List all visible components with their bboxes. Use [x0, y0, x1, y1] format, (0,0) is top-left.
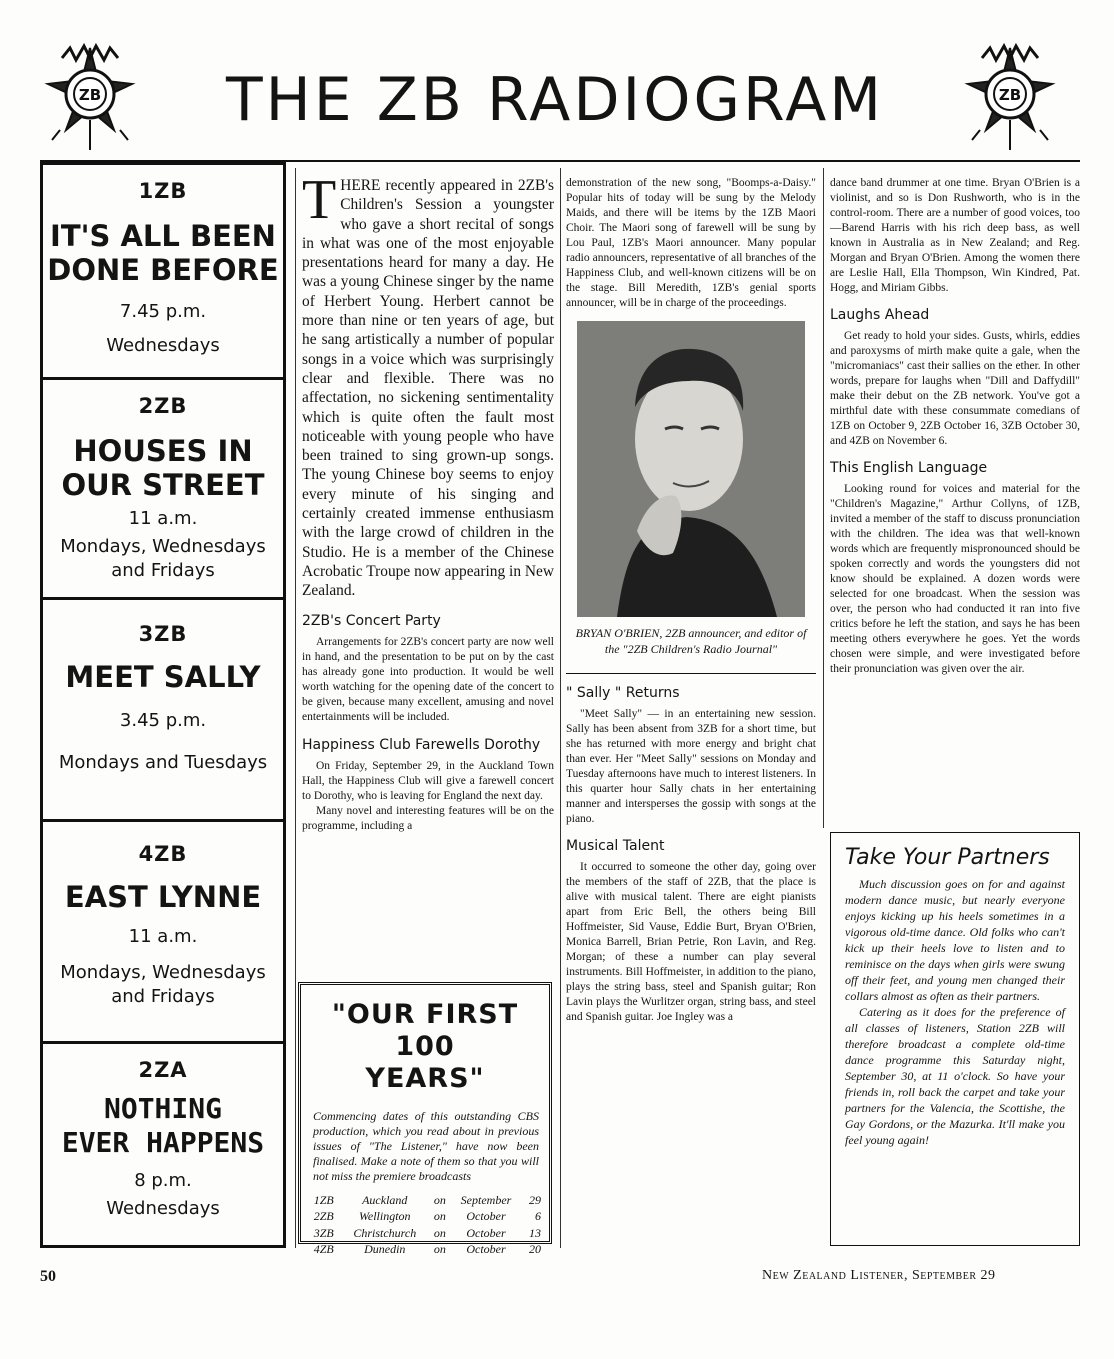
issue-line: New Zealand Listener, September 29 — [762, 1268, 996, 1283]
show-time: 11 a.m. — [128, 508, 198, 529]
page-number: 50 — [40, 1268, 56, 1285]
station-label: 1ZB — [138, 179, 188, 203]
partners-text: Much discussion goes on for and against modern dance music, but nearly everyone enjoys kicking up his heels sometimes in a vigorous old-time dance. Old folks who can't kick up their heels love to listen and to reminisce on the days when girls were swung off their feet, and young men changed their collars almost as often as their partners. — [845, 877, 1065, 1003]
show-days: Mondays and Tuesdays — [58, 752, 268, 773]
logo-text: ZB — [998, 86, 1022, 104]
table-row: 4ZB Dunedin on October 20 — [313, 1242, 541, 1257]
show-title: EAST LYNNE — [64, 880, 262, 914]
heading-concert-party: 2ZB's Concert Party — [302, 612, 441, 629]
schedule-item — [43, 165, 283, 380]
show-days: Wednesdays — [106, 1198, 220, 1219]
show-title: MEET SALLY — [65, 660, 261, 694]
schedule-column — [40, 162, 286, 1248]
show-days: Mondays, Wednesdays and Fridays — [60, 962, 266, 1007]
logo-text: ZB — [78, 86, 102, 104]
heading-sally-returns: " Sally " Returns — [566, 685, 680, 701]
show-days: Mondays, Wednesdays and Fridays — [60, 536, 266, 581]
show-time: 7.45 p.m. — [119, 301, 207, 322]
intro-article — [302, 169, 554, 601]
show-title: HOUSES IN OUR STREET — [61, 434, 265, 502]
station-label: 2ZA — [138, 1058, 188, 1082]
talent-text: It occurred to someone the other day, going over the members of the staff of 2ZB, that the place is alive with musical talent. There are eight pianists apart from Eric Bell, the others being Bill Hoffmeister, Sid Vause, Eddie Burt, Bryan O'Brien, Monica Barrell, Brian Petrie, Ron Lavin, and Reg. Morgan; of these a number can play several instruments. Bill Hoffmeister, in addition to the piano, plays the string bass, steel and Spanish guitar; Ron Lavin plays the Wurlitzer organ, string bass, and steel and Spanish guitar. Joe Ingley was a — [566, 861, 816, 1023]
column-rule — [823, 168, 824, 828]
schedule-item — [43, 822, 283, 1044]
broadcast-dates-table — [309, 1192, 541, 1258]
sally-text: "Meet Sally" — in an entertaining new session. Sally has been absent from 3ZB for a short time, but she has returned with more energy and bright chat than ever. Her "Meet Sally" sessions on Monday and Tuesday afternoons have much to interest listeners. In this quarter hour Sally chats in her entertaining manner and intersperses the gossip with songs at the piano. — [566, 708, 816, 825]
heading-musical-talent: Musical Talent — [566, 838, 665, 854]
farewell-text: Many novel and interesting features will be on the programme, including a — [302, 804, 554, 832]
schedule-item — [43, 1044, 283, 1242]
portrait-photo — [577, 321, 805, 617]
partners-text: Catering as it does for the preference of all classes of listeners, Station 2ZB will therefore broadcast a complete old-time dance programme this Saturday night, September 30, at 11 o'clock. So have your friends in, roll back the carpet and take your partners for the Valencia, the Scottishe, the Gay Gordons, or the Mazurka. It'll make you feel young again! — [845, 1005, 1065, 1147]
show-time: 3.45 p.m. — [119, 710, 207, 731]
station-label: 3ZB — [138, 622, 188, 646]
concert-continued-text: demonstration of the new song, "Boomps-a-Daisy." Popular hits of today will be sung by the Melody Maids, and there will be items by the 1ZB Maori Choir. The Maori song of farewell will be sung by Lou Paul, 1ZB's Maori announcer. Many popular radio announcers, representative of all branches of the Happiness Club, and well-known citizens will be on the stage. Bill Meredith, 1ZB's genial sports announcer, will be in charge of the proceedings. — [566, 177, 816, 309]
drop-cap: T — [302, 169, 337, 231]
intro-text: HERE recently appeared in 2ZB's Children's Session a youngster who gave a short recital of songs in what was one of the most enjoyable presentations heard for many a day. He was a young Chinese singer by the name of Herbert Young. Herbert cannot be more than nine or ten years of age, but he sang artistically a number of popular songs in a voice which was surprisingly clear and flexible. There was no affectation, no sickening sentimentality which is quite often the fault most noticeable with young people who have been trained to sing grown-up songs. The young Chinese boy seems to enjoy every minute of his singing and certainly created immense enthusiasm with the large crowd of children in the Studio. He is a member of the Chinese Acrobatic Troupe now appearing in New Zealand. — [302, 177, 554, 600]
talent-continued-text: dance band drummer at one time. Bryan O'Brien is a violinist, and so is Don Rushworth, who is in the control-room. There are a number of good voices, too —Barend Harris with his rich deep bass, as well known in Australia as in New Zealand; and Reg. Morgan and Bryan O'Brien. Among the women there are Leslie Hall, Ella Thompson, Win Kindred, Pat. Hogg, and Miriam Gibbs. — [830, 177, 1080, 294]
article-column-3 — [566, 176, 816, 1025]
show-title: NOTHING EVER HAPPENS — [61, 1092, 265, 1159]
zb-logo-right — [960, 40, 1060, 160]
laughs-text: Get ready to hold your sides. Gusts, whirls, eddies and paroxysms of mirth make quite a gale, when the "micromaniacs" cast their sallies on the ether. In other words, prepare for laughs when "Dill and Daffydill" make their debut on the ZB network. You've got a mirthful date with these consummate comedians of 1ZB on October 9, 2ZB October 16, 3ZB October 30, and 4ZB on November 6. — [830, 330, 1080, 447]
show-title: IT'S ALL BEEN DONE BEFORE — [47, 219, 279, 287]
english-text: Looking round for voices and material for the "Children's Magazine," Arthur Collyns, of 1ZB, invited a member of the staff to discuss pronunciation with the children. The idea was that well-known words which are frequently mispronounced should be spoken correctly and words the youngsters did not know should be explained. A dozen words were selected for one broadcast. When the session was over, the person who had conducted it ran into five critics before he left the station, and says he has been meeting others everywhere he goes. Yet the words chosen were simple, and were investigated before their pronunciation was given over the air. — [830, 483, 1080, 675]
heading-english-language: This English Language — [830, 460, 988, 476]
masthead-title: THE ZB RADIOGRAM — [225, 65, 885, 135]
schedule-item — [43, 600, 283, 822]
table-row: 1ZB Auckland on September 29 — [313, 1193, 541, 1207]
box-body: Commencing dates of this outstanding CBS production, which you read about in previous issues of "The Listener," have now been finalised. Make a note of them so that you will not miss the premiere broadcasts — [313, 1109, 539, 1183]
heading-laughs-ahead: Laughs Ahead — [830, 307, 930, 323]
concert-text: Arrangements for 2ZB's concert party are now well in hand, and the presentation to be put on by the cast has already gone into production. It would be well worth watching for the opening date of the concert to be given, because many excellent, amusing and novel entertainments will be included. — [302, 635, 554, 723]
our-first-100-years-box — [298, 982, 552, 1257]
box-title: "OUR FIRST 100 YEARS" — [331, 999, 519, 1094]
article-column-4 — [830, 176, 1080, 677]
article-column-2 — [302, 169, 554, 834]
schedule-item — [43, 380, 283, 600]
station-label: 2ZB — [138, 394, 188, 418]
column-rule — [560, 168, 561, 1248]
column-rule — [295, 168, 296, 1248]
box-title: Take Your Partners — [845, 845, 1050, 870]
take-your-partners-box — [830, 832, 1080, 1246]
show-time: 8 p.m. — [134, 1170, 192, 1191]
table-row: 3ZB Christchurch on October 13 — [313, 1225, 541, 1240]
show-time: 11 a.m. — [128, 926, 198, 947]
show-days: Wednesdays — [106, 335, 220, 356]
farewell-text: On Friday, September 29, in the Auckland Town Hall, the Happiness Club will give a farewell concert to Dorothy, who is leaving for England the next day. — [302, 759, 554, 802]
table-row: 2ZB Wellington on October 6 — [313, 1209, 541, 1224]
station-label: 4ZB — [138, 842, 188, 866]
photo-caption: BRYAN O'BRIEN, 2ZB announcer, and editor of the "2ZB Children's Radio Journal" — [566, 625, 816, 674]
heading-farewell: Happiness Club Farewells Dorothy — [302, 736, 541, 753]
zb-logo-left — [40, 40, 140, 160]
